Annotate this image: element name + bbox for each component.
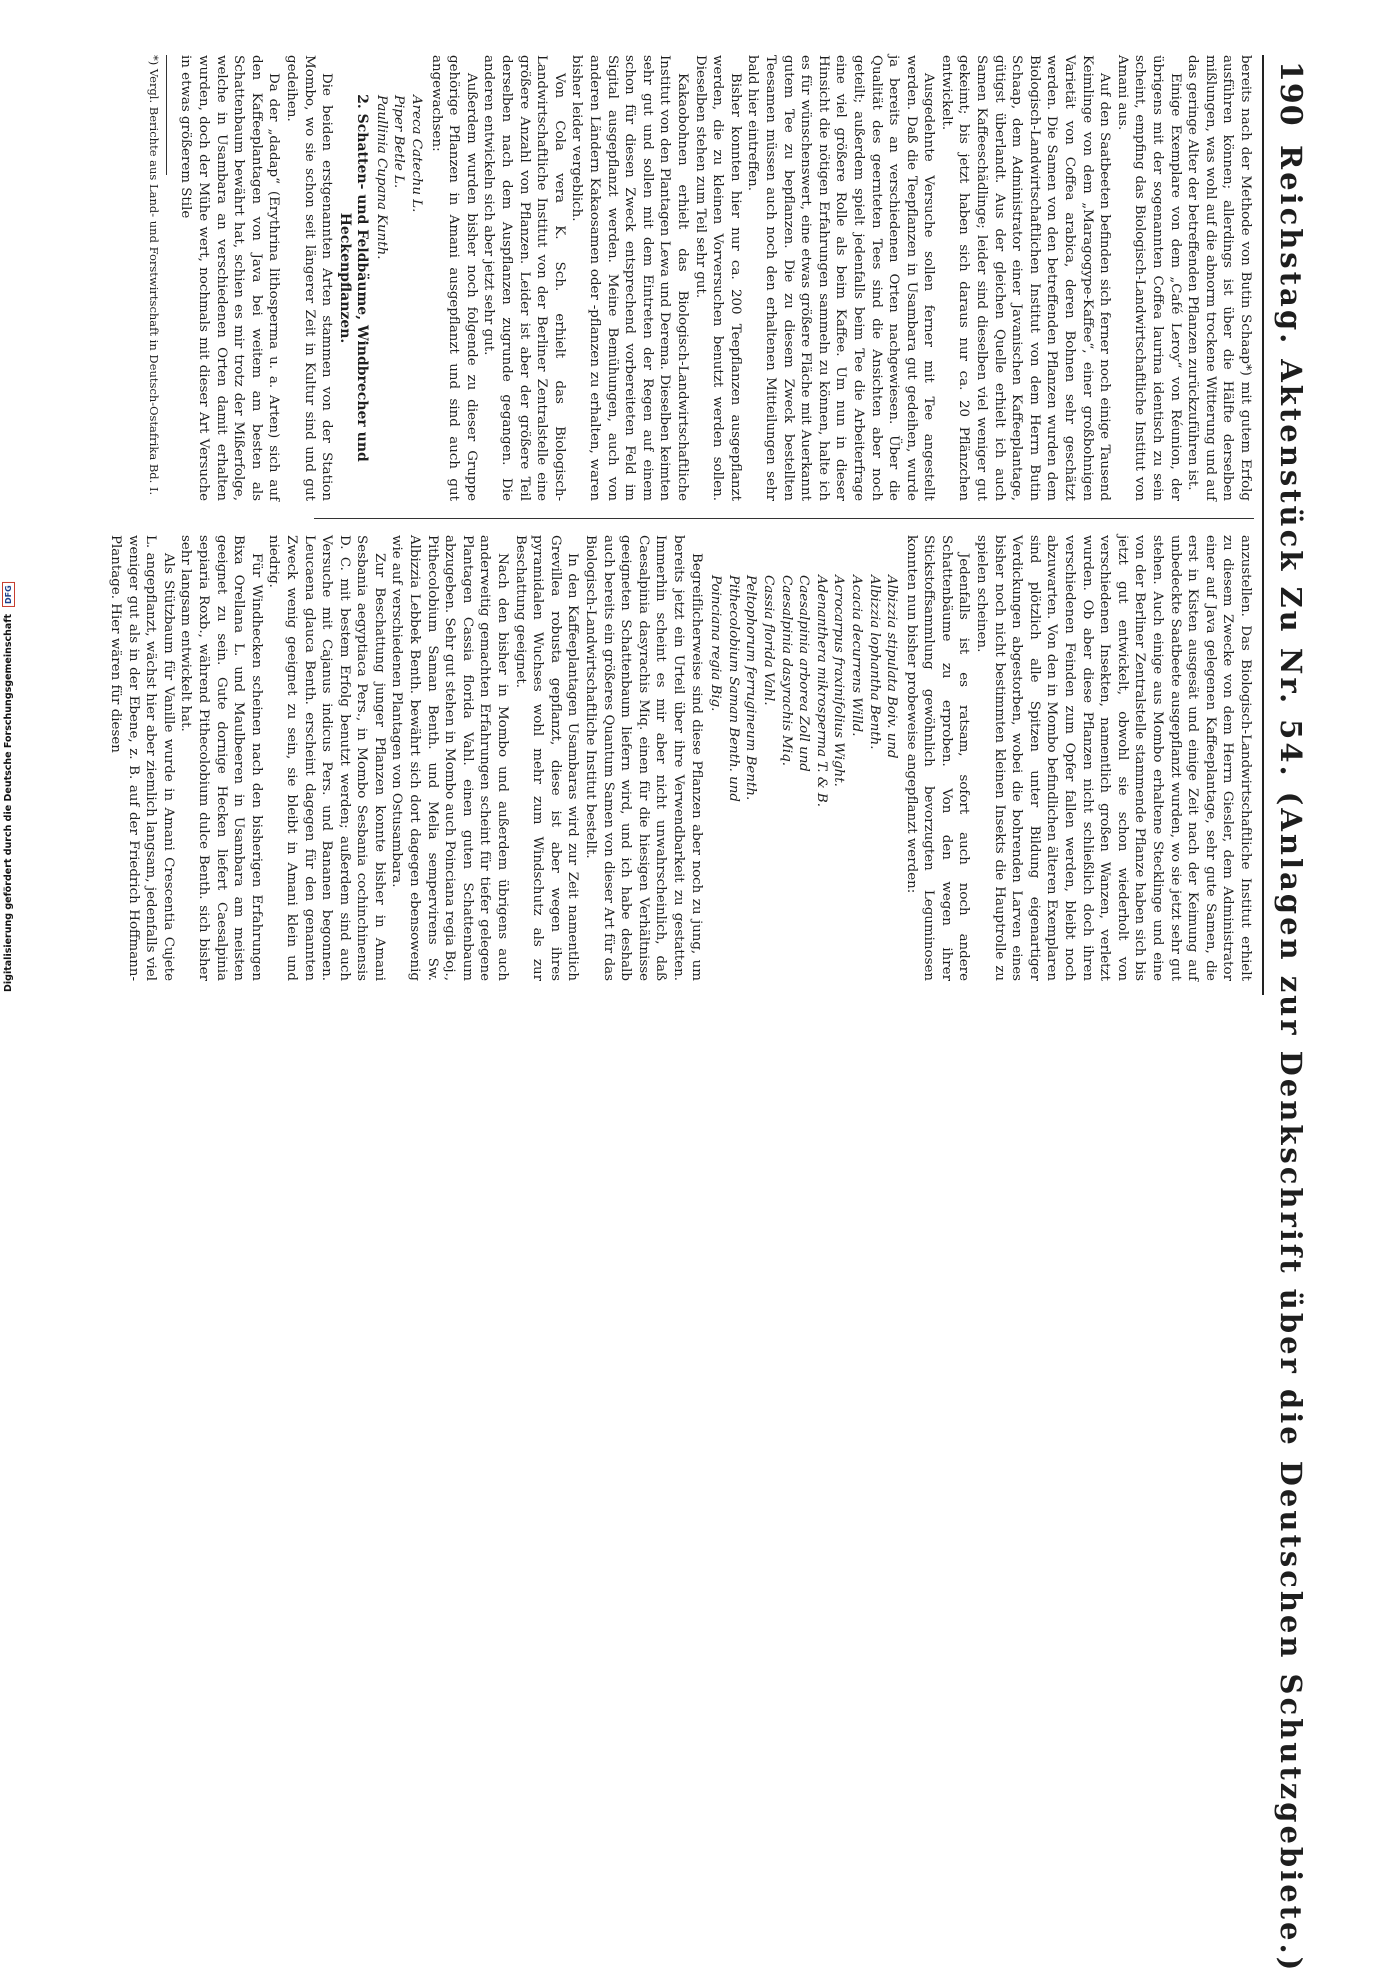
paragraph: Von Cola vera K. Sch. erhielt das Biologisch-Landwirtschaftliche Institut von der Berliner Zentralstelle eine größere Anzahl von Pflanzen. Leider ist aber der größere Teil derselben nach dem Auspflanzen zugrunde gegangen. Die anderen entwickeln sich aber jetzt sehr gut.	[481, 55, 567, 501]
plant-list	[372, 95, 425, 501]
page-header	[1262, 55, 1310, 1973]
paragraph: Einige Exemplare von dem „Café Leroy“ von Réunion, der übrigens mit der sogenannten Coffea laurina identisch zu sein scheint, empfing das Biologisch-Landwirtschaftliche Institut von Amani aus.	[1114, 55, 1183, 501]
rotated-document-page	[0, 55, 1310, 1973]
plant-list-item: Albizzia lophantha Benth.	[866, 575, 882, 750]
paragraph: Für Windhecken scheinen nach den bisherigen Erfahrungen Bixa Orellana L. und Maulbeeren in Usambara am meisten geeignet zu sein. Gute dornige Hecken liefert Caesalpinia sepiaria Roxb., während Pithecolobium dulce Benth. sich bisher sehr langsam entwickelt hat.	[178, 535, 264, 981]
section-heading: 2. Schatten- und Feldbäume, Windbrecher und Heckenpflanzen.	[336, 94, 371, 462]
paragraph: Nach den bisher in Mombo und außerdem übrigens auch anderweitig gemachten Erfahrungen scheint für tiefer gelegene Plantagen Cassia florida Vahl. einen guten Schattenbaum abzugeben. Sehr gut stehen in Mombo auch Poinciana regia Boj., Pithecolobium Saman Benth. und Melia sempervirens Sw. Albizzia Lebbek Benth. bewährt sich dort dagegen ebensowenig wie auf verschiedenen Plantagen von Ostusambara.	[389, 535, 511, 981]
right-text-column	[14, 535, 1254, 981]
paragraph: Begreiflicherweise sind diese Pflanzen aber noch zu jung, um bereits jetzt ein Urteil über ihre Verwendbarkeit zu gestatten. Immerhin scheint es mir aber nicht unwahrscheinlich, daß Caesalpinia dasyrachis Miq. einen für die hiesigen Verhältnisse geeigneten Schattenbaum liefern wird, und ich habe deshalb auch bereits ein größeres Quantum Samen von dieser Art für das Biologisch-Landwirtschaftliche Institut bestellt.	[583, 535, 704, 981]
plant-list-item: Pithecolobium Saman Benth. und	[725, 575, 741, 803]
paragraph: Ausgedehnte Versuche sollen ferner mit Tee angestellt werden. Daß die Teepflanzen in Usambara gut gedeihen, wurde ja bereits an verschiedenen Orten nachgewiesen. Über die Qualität des geernteten Tees sind die Ansichten aber noch geteilt; außerdem spielt jedenfalls beim Tee die Arbeiterfrage eine viel größere Rolle als beim Kaffee. Um nun in dieser Hinsicht die nötigen Erfahrungen sammeln zu können, halte ich es für wünschenswert, eine etwas größere Fläche mit Auerkannt gutem Tee zu bepflanzen. Die zu diesem Zweck bestellten Teesamen müssen auch noch den erhaltenen Mitteilungen sehr bald hier eintreffen.	[745, 55, 937, 501]
paragraph: Da der „dadap“ (Erythrina lithosperma u. a. Arten) sich auf den Kaffeeplantagen von Java bei weitem am besten als Schattenbaum bewährt hat, schien es mir trotz der Mißerfolge, welche in Usambara an verschiedenen Orten damit erhalten wurden, doch der Mühe wert, nochmals mit dieser Art Versuche in etwas größerem Stile	[178, 55, 282, 501]
paragraph: Jedenfalls ist es ratsam, sofort auch noch andere Schattenbäume zu erproben. Von den wegen ihrer Stickstoffsammlung gewöhnlich bevorzugten Leguminosen konnten nun bisher probeweise angepflanzt werden:	[903, 535, 972, 981]
dfg-logo: DFG	[2, 582, 15, 607]
plant-list-item: Paullinia Cupana Kunth.	[373, 95, 389, 260]
footnote-divider	[166, 55, 167, 175]
column-divider	[314, 518, 1254, 519]
plant-list-item: Caesalpinia dasyrachis Miq.	[778, 575, 794, 767]
paragraph: Bisher konnten hier nur ca. 200 Teepflanzen ausgepflanzt werden, die zu kleinen Vorversuchen benutzt werden sollen. Dieselben stehen zum Teil sehr gut.	[692, 55, 743, 501]
plant-list-item: Acrocarpus fraxinifolius Wight.	[831, 575, 847, 787]
paragraph: Auf den Saatbeeten befinden sich ferner noch einige Tausend Keimlinge von dem „Maragogype-Kaffee“, einer großbohnigen Varietät von Coffea arabica, deren Bohnen sehr geschätzt werden. Die Samen von den betreffenden Pflanzen wurden dem Biologisch-Landwirtschaftlichen Institut von dem Herrn Butin Schaap, dem Administrator einer Javanischen Kaffeeplantage, gütigst überlandt. Aus der gleichen Quelle erhielt ich auch Samen Kaffeeschädlinge; leider sind dieselben viel weniger gut gekeimt; bis jetzt haben sich daraus nur ca. 20 Pflänzchen entwickelt.	[938, 55, 1113, 501]
paragraph: In den Kaffeeplantagen Usambaras wird zur Zeit namentlich Grevillea robusta gepflanzt, diese ist aber wegen ihres pyramidalen Wuchses wohl mehr zum Windschutz als zur Beschattung geeignet.	[512, 535, 581, 981]
paragraph: Kakaobohnen erhielt das Biologisch-Landwirtschaftliche Institut von den Plantagen Lewa und Derema. Dieselben keimten sehr gut und sollen mit dem Eintreten der Regen auf einem schon für diesen Zweck entsprechend vorbereiteten Feld im Sigital ausgepflanzt werden. Meine Bemühungen, auch von anderen Ländern Kakaosamen oder -pflanzen zu erhalten, waren bisher leider vergeblich.	[569, 55, 690, 501]
left-text-column	[14, 55, 1254, 501]
paragraph: Zur Beschattung junger Pflanzen konnte bisher in Amani Sesbania aegyptiaca Pers., in Mombo Sesbania cochinchinensis D. C. mit bestem Erfolg benutzt werden; außerdem sind auch Versuche mit Cajanus indicus Pers. und Bananen begonnen. Leucaena glauca Benth. erscheint dagegen für den genannten Zweck wenig geeignet zu sein, sie bleibt in Amani klein und niedrig.	[266, 535, 387, 981]
plant-list-item: Areca Catechu L.	[409, 95, 425, 213]
credit-text: Digitalisierung gefördert durch die Deutsche Forschungsgemeinschaft	[3, 614, 14, 992]
plant-list-item: Piper Betle L.	[391, 95, 407, 189]
plant-list-item: Acacia decurrens Willd.	[848, 575, 864, 737]
digitization-credit	[2, 582, 15, 992]
paragraph: Außerdem wurden bisher noch folgende zu dieser Gruppe gehörige Pflanzen in Amani ausgepflanzt und sind auch gut angewachsen:	[428, 55, 479, 501]
plant-list-item: Albizzia stipulata Boiv. und	[884, 575, 900, 759]
paragraph: Als Stützbaum für Vanille wurde in Amani Crescentia Cujete L. angepflanzt, wächst hier aber ziemlich langsam, jedenfalls viel weniger gut als in der Ebene, z. B. auf der Friedrich Hoffmann-Plantage. Hier wären für diesen	[108, 535, 176, 981]
plant-list-item: Cassia florida Vahl.	[760, 575, 776, 706]
plant-list-item: Poinciana regia Big.	[708, 575, 724, 712]
plant-list-item: Adenanthera mikrosperma T. & B.	[813, 575, 829, 807]
plant-list-item: Caesalpinia arborea Zoll und	[796, 575, 812, 772]
plant-list-item: Peltophorum ferrugineum Benth.	[743, 575, 759, 801]
paragraph: bereits nach der Methode von Butin Schaap*) mit gutem Erfolg ausführen können; allerdings ist über die Hälfte derselben mißlungen, was wohl auf die abnorm trockene Witterung und auf das geringe Alter der betreffenden Pflanzen zurückzuführen ist.	[1185, 55, 1253, 501]
running-title: Reichstag. Aktenstück Zu Nr. 54. (Anlagen zur Denkschrift über die Deutschen Schutzgebiete.)	[1274, 145, 1308, 1973]
footnote: *) Vergl. Berichte aus Land- und Forstwirtschaft in Deutsch-Ostafrika Bd. I.	[146, 55, 161, 496]
paragraph: Die beiden erstgenannten Arten stammen von der Station Mombo, wo sie schon seit längerer Zeit in Kultur sind und gut gedeihen.	[283, 55, 335, 501]
page-number: 190	[1273, 61, 1308, 127]
plant-list	[707, 575, 901, 981]
paragraph: anzustellen. Das Biologisch-Landwirtschaftliche Institut erhielt zu diesem Zwecke von dem Herrn Giesler, dem Administrator einer auf Java gelegenen Kaffeeplantage, sehr gute Samen, die erst in Kisten ausgesät und einige Zeit nach der Keimung auf unbedeckte Saatbeete ausgepflanzt wurden, wo sie jetzt sehr gut stehen. Auch einige aus Mombo erhaltene Stecklinge und eine von der Berliner Zentralstelle stammende Pflanze haben sich bis jetzt gut entwickelt, obwohl sie schon wiederholt von verschiedenen Insekten, namentlich großen Wanzen, verletzt wurden. Ob aber diese Pflanzen nicht schließlich doch ihren verschiedenen Feinden zum Opfer fallen werden, bleibt noch abzuwarten. Von den in Mombo befindlichen älteren Exemplaren sind plötzlich alle Spitzen unter Bildung eigenartiger Verdickungen abgestorben, wobei die bohrenden Larven eines bisher noch nicht bestimmten kleinen Insekts die Hauptrolle zu spielen scheinen.	[974, 535, 1253, 981]
